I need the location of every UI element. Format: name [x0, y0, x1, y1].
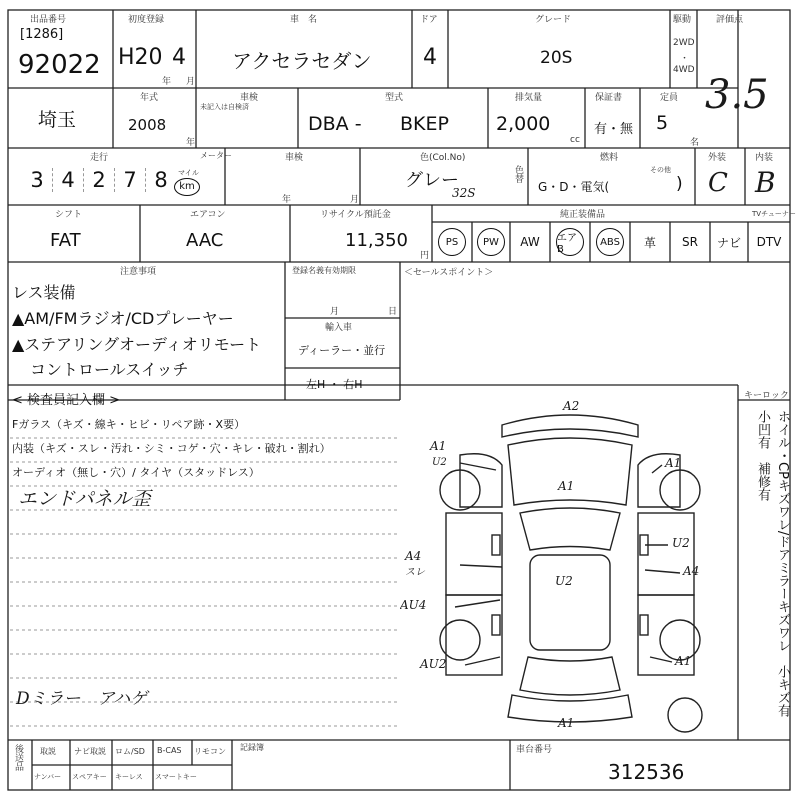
month-unit: 月 [186, 77, 196, 87]
car-name: アクセラセダン [232, 49, 372, 73]
damage-mark: A4 [405, 549, 422, 563]
recycle-label: リサイクル預託金 [320, 210, 391, 220]
doors-value: 4 [423, 45, 437, 70]
damage-mark: A1 [558, 479, 575, 493]
equipment-item: DTV [756, 235, 782, 249]
shift-value: FAT [50, 230, 81, 251]
damage-mark: A4 [683, 564, 700, 578]
mileage-unit: km [174, 178, 200, 196]
keyless-label: キーロック [744, 391, 789, 401]
mileage-digit: 3 [22, 168, 53, 192]
inspector-line1: Fガラス（キズ・線キ・ヒビ・リペア跡・X要） [12, 418, 246, 431]
footer-item: ナンバー [34, 773, 62, 781]
grade-label: グレード [535, 15, 572, 25]
color-code: 32S [452, 186, 476, 200]
sales-label: ＜セールスポイント＞ [404, 268, 494, 278]
mileage-digit: 4 [53, 168, 84, 192]
damage-mark: U2 [555, 574, 573, 588]
footer-item: ナビ取説 [74, 747, 106, 756]
damage-mark: A1 [665, 456, 682, 470]
shaken-year: 年 [282, 195, 292, 205]
notes-line: コントロールスイッチ [30, 360, 189, 379]
paper-value: 有・無 [594, 122, 634, 137]
lot-label: 出品番号 [30, 15, 67, 25]
mileage-digit: 8 [154, 168, 168, 192]
reg-day: 日 [388, 307, 398, 317]
fuel-close: ) [676, 174, 683, 194]
displacement-label: 排気量 [515, 93, 543, 103]
model-year: 2008 [128, 116, 167, 134]
notes-line: レス装備 [12, 283, 76, 302]
model-year-label: 年式 [140, 93, 159, 103]
mileage-digit: 2 [84, 168, 115, 192]
damage-mark: A1 [558, 716, 575, 730]
damage-mark: スレ [405, 567, 425, 578]
side-vertical-note: ホイル・CPキズワレ/ドアミラーキズワレ 小キズ有 小凹有 補修有 [755, 410, 790, 731]
footer-left-label: 後送品 [13, 744, 23, 771]
fuel-value: G・D・電気( [538, 180, 610, 194]
damage-mark: A1 [675, 654, 692, 668]
color-label: 色(Col.No) [420, 153, 466, 163]
car-name-label: 車 名 [290, 15, 318, 25]
meter-label: メーター [200, 151, 232, 160]
equipment-item: PW [477, 228, 505, 256]
equipment-item: SR [682, 235, 698, 249]
chassis-label: 車台番号 [516, 745, 553, 755]
drive-4wd: 4WD [673, 65, 695, 75]
equipment-item: ABS [596, 228, 624, 256]
ac-value: AAC [186, 230, 224, 251]
model-year-unit: 年 [186, 138, 196, 148]
equipment-item: ナビ [716, 235, 741, 250]
ac-label: エアコン [190, 210, 226, 220]
displacement: 2,000 [496, 113, 551, 135]
mileage-digit: 7 [115, 168, 146, 192]
equipment-item: エアB [556, 228, 584, 256]
damage-mark: A1 [430, 439, 447, 453]
damage-mark: U2 [432, 457, 447, 468]
equip-label: 純正装備品 [560, 210, 606, 220]
notes-line: ▲AM/FMラジオ/CDプレーヤー [12, 309, 234, 328]
doors-label: ドア [420, 15, 438, 25]
shift-label: シフト [55, 210, 83, 220]
damage-mark: AU2 [420, 657, 447, 671]
first-reg-label: 初度登録 [128, 15, 165, 25]
drive-label: 駆動 [673, 15, 692, 25]
model-label: 型式 [385, 93, 404, 103]
capacity-label: 定員 [660, 93, 679, 103]
capacity-unit: 名 [690, 138, 700, 148]
handle-value: 左H ・ 右H [306, 378, 363, 391]
color-change-label: 色替 [513, 165, 523, 183]
damage-mark: A2 [563, 399, 580, 413]
footer-item: キーレス [115, 773, 143, 781]
recycle-value: 11,350 [345, 230, 408, 251]
inspector-line2: 内装（キズ・スレ・汚れ・シミ・コゲ・穴・キレ・破れ・割れ） [12, 442, 331, 455]
dealer-value: ディーラー・並行 [298, 344, 386, 357]
location: 埼玉 [38, 109, 77, 131]
car-damage-diagram [400, 395, 740, 735]
recycle-unit: 円 [420, 251, 430, 261]
mileage-digits [22, 168, 176, 192]
model-code: BKEP [400, 113, 449, 135]
inspector-note-2: Dミラー アハゲ [16, 689, 148, 709]
drive-2wd: 2WD [673, 38, 695, 48]
lot-bracket: [1286] [20, 27, 64, 42]
displacement-unit: cc [570, 135, 580, 145]
tv-label: TVチューナー [752, 210, 796, 218]
footer-item: スマートキー [155, 773, 197, 781]
model-prefix: DBA - [308, 113, 362, 135]
equipment-item: PS [438, 228, 466, 256]
inspection-note: 未記入は自検済 [200, 103, 249, 111]
paper-label: 保証書 [595, 93, 623, 103]
fuel-label: 燃料 [600, 153, 619, 163]
notes-line: ▲ステアリングオーディオリモート [12, 335, 262, 354]
year-unit: 年 [162, 77, 172, 87]
reg-label: 登録名義有効期限 [292, 266, 356, 275]
chassis-number: 312536 [608, 760, 685, 784]
damage-mark: U2 [672, 536, 690, 550]
inspection-label: 車検 [240, 93, 259, 103]
first-reg-month: 4 [172, 45, 186, 70]
equipment-item: AW [520, 235, 540, 249]
footer-item: スペアキー [72, 773, 107, 781]
shaken-month: 月 [350, 195, 360, 205]
first-reg-era: H20 [118, 45, 163, 70]
reg-month: 月 [330, 307, 340, 317]
footer-item: 取説 [40, 747, 56, 756]
footer-item: ロム/SD [115, 747, 145, 756]
inspector-title: < 検査員記入欄 > [12, 393, 121, 408]
inspector-line3: オーディオ（無し・穴）/ タイヤ（スタッドレス） [12, 466, 260, 479]
lot-number: 92022 [18, 50, 101, 80]
score-label: 評価点 [716, 15, 744, 25]
record-label: 記録簿 [240, 743, 264, 752]
footer-item: B-CAS [157, 746, 182, 755]
mileage-unit-top: マイル [178, 169, 199, 177]
color-value: グレー [405, 170, 459, 191]
int-grade: B [755, 166, 776, 199]
score-value: 3.5 [705, 72, 769, 118]
drive-sep: ・ [680, 54, 690, 64]
shaken-label: 車検 [285, 153, 304, 163]
inspector-note-1: エンドパネル歪 [18, 488, 151, 510]
equipment-item: 革 [643, 235, 656, 250]
ext-label: 外装 [708, 153, 727, 163]
capacity: 5 [656, 112, 669, 134]
fuel-other: その他 [650, 166, 671, 174]
grade-value: 20S [540, 48, 573, 68]
import-label: 輸入車 [325, 323, 353, 333]
mileage-label: 走行 [90, 153, 109, 163]
damage-mark: AU4 [400, 598, 427, 612]
int-label: 内装 [755, 153, 774, 163]
notes-label: 注意事項 [120, 267, 157, 277]
footer-item: リモコン [194, 747, 226, 756]
ext-grade: C [708, 168, 728, 198]
